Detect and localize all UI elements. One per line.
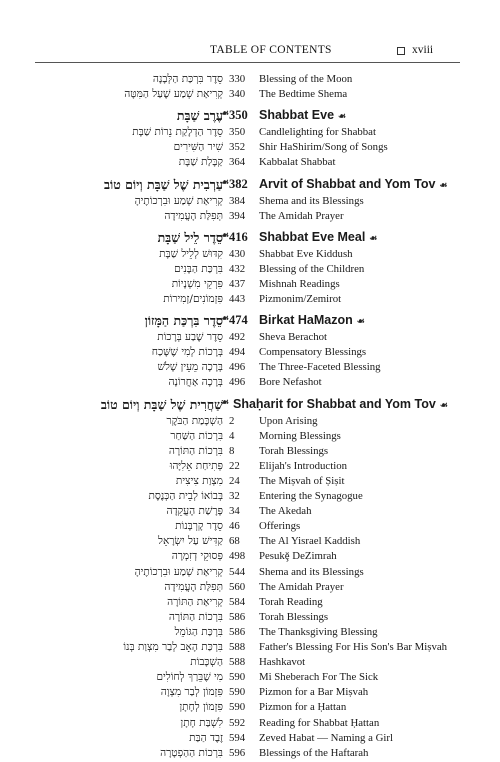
toc-entry — [0, 210, 500, 225]
page-ref: 588 — [229, 641, 246, 653]
english-title: Pizmon for a Bar Miṣvah — [259, 686, 369, 699]
toc-entry — [0, 141, 500, 156]
page-ref: 394 — [229, 209, 246, 222]
page-ref: 432 — [229, 262, 246, 275]
english-title: The Amidah Prayer — [259, 209, 344, 222]
toc-entry — [0, 747, 500, 762]
english-title: Blessings of the Haftarah — [259, 746, 369, 759]
hebrew-title: בִּרְכוֹת הַשַּׁחַר — [170, 429, 223, 442]
english-title: Candlelighting for Shabbat — [259, 126, 376, 139]
toc-entry — [0, 475, 500, 490]
page-number: xviii — [412, 44, 434, 56]
toc-entry — [0, 550, 500, 565]
page-ref: 443 — [229, 293, 246, 305]
page-ref: 586 — [229, 625, 246, 638]
hebrew-title: פִּזְמוֹן לְבַר מִצְוָה — [160, 686, 223, 699]
english-title: Sheva Berachot — [259, 331, 328, 344]
page-title: TABLE OF CONTENTS — [210, 44, 332, 56]
english-title: Blessing of the Moon — [259, 73, 353, 85]
fleuron-icon: ☙ — [338, 111, 347, 122]
page-ref: 596 — [229, 746, 246, 759]
hebrew-title: שַׁחֲרִית שֶׁל שַׁבָּת וְיוֹם טוֹב — [100, 396, 223, 412]
hebrew-title: בְּרָכָה אַחֲרוֹנָה — [168, 376, 223, 389]
page-ref: 68 — [229, 535, 240, 548]
page-ref: 496 — [229, 361, 246, 374]
english-title: The Three-Faceted Blessing — [259, 361, 381, 374]
hebrew-title: בִּרְכוֹת הַתּוֹרָה — [168, 610, 223, 623]
page-ref: 2 — [229, 414, 235, 427]
page-ref: 8 — [229, 444, 235, 457]
hebrew-title: קִדּוּשׁ לְלֵיל שַׁבָּת — [159, 247, 223, 260]
hebrew-title: קַבָּלַת שַׁבָּת — [178, 156, 223, 169]
english-title: Elijah's Introduction — [259, 459, 348, 472]
page-ref: 34 — [229, 505, 240, 518]
page-ref: 382 — [229, 176, 248, 191]
english-title: Mishnah Readings — [259, 277, 340, 290]
hebrew-title: תְּפִלַּת הָעֲמִידָה — [164, 209, 223, 222]
english-title: Shir HaShirim/Song of Songs — [259, 141, 388, 154]
hebrew-title: פִּרְקֵי מִשְׁנָיוֹת — [171, 277, 223, 290]
page-ref: 590 — [229, 701, 246, 714]
toc-entry — [0, 717, 500, 732]
toc-entry — [0, 73, 500, 88]
toc-entry — [0, 331, 500, 346]
toc-entry — [0, 611, 500, 626]
hebrew-title: פִּזְמוֹן לְחָתָן — [179, 701, 223, 714]
hebrew-title: בִּרְכוֹת הַתּוֹרָה — [168, 444, 223, 457]
toc-entry — [0, 376, 500, 391]
toc-entry — [0, 505, 500, 520]
hebrew-title: פָּרָשַׁת הָעֲקֵדָה — [166, 505, 223, 518]
page-ref: 340 — [229, 88, 246, 101]
page-ref: 474 — [229, 313, 248, 328]
hebrew-title: סֵדֶר בִּרְכַּת הַמָּזוֹן — [144, 313, 223, 329]
hebrew-title: קְרִיאַת שְׁמַע וּבִרְכוֹתֶיהָ — [134, 565, 223, 578]
english-title: Torah Blessings — [259, 610, 329, 623]
english-title: Pizmon for a Ḥattan — [259, 701, 347, 714]
english-title: Offerings — [259, 520, 301, 533]
page-ref: 330 — [229, 73, 246, 85]
page-ref: 592 — [229, 716, 246, 729]
toc-section-heading — [0, 313, 500, 331]
fleuron-icon: ☙ — [221, 108, 230, 119]
toc-entry — [0, 626, 500, 641]
english-title: Father's Blessing For His Son's Bar Miṣvah — [259, 641, 448, 653]
hebrew-title: הַשְׁכָּמַת הַבֹּקֶר — [166, 414, 223, 427]
fleuron-icon: ☙ — [356, 316, 365, 327]
hebrew-title: פִּזְמוֹנִים/זְמִירוֹת — [163, 293, 223, 305]
page-ref: 384 — [229, 194, 246, 207]
toc-entry — [0, 671, 500, 686]
toc-entry — [0, 566, 500, 581]
hebrew-title: זֶבֶד הַבַּת — [189, 731, 223, 744]
toc-entry — [0, 88, 500, 103]
toc-entry — [0, 581, 500, 596]
toc-entry — [0, 535, 500, 550]
page-ref: 498 — [229, 550, 246, 563]
toc-entry — [0, 293, 500, 308]
toc-entry — [0, 460, 500, 475]
page-ref: 594 — [229, 731, 246, 744]
hebrew-title: סֵדֶר לֵיל שַׁבָּת — [157, 229, 223, 245]
toc-entry — [0, 596, 500, 611]
toc-entry — [0, 126, 500, 141]
toc-entry — [0, 248, 500, 263]
toc-entry — [0, 430, 500, 445]
english-title: Shabbat Eve Kiddush — [259, 247, 353, 260]
fleuron-icon: ☙ — [439, 179, 448, 190]
english-title: Morning Blessings — [259, 429, 341, 442]
page-ref: 584 — [229, 595, 246, 608]
toc-entry — [0, 278, 500, 293]
toc-entry — [0, 445, 500, 460]
toc-entry — [0, 156, 500, 171]
english-title: Shabbat Eve Meal ☙ — [259, 229, 378, 244]
page-ref: 4 — [229, 429, 235, 442]
english-title: The Miṣvah of Ṣiṣit — [259, 474, 345, 487]
fleuron-icon: ☙ — [221, 229, 230, 240]
hebrew-title: פְּתִיחַת אֵלִיָּהוּ — [169, 459, 223, 472]
fleuron-icon: ☙ — [369, 232, 378, 243]
toc-entry — [0, 732, 500, 747]
page-ref: 350 — [229, 108, 248, 123]
hebrew-title: בְּבוֹאוֹ לְבֵית הַכְּנֶסֶת — [148, 490, 223, 502]
toc-entry — [0, 656, 500, 671]
page-ref: 492 — [229, 331, 246, 344]
toc-section-heading — [0, 230, 500, 248]
hebrew-title: תְּפִלַּת הָעֲמִידָה — [164, 580, 223, 593]
page-ref: 544 — [229, 565, 246, 578]
english-title: Reading for Shabbat Ḥattan — [259, 716, 380, 729]
english-title: Torah Reading — [259, 595, 323, 608]
toc-section-heading — [0, 397, 500, 415]
page-ref: 22 — [229, 459, 240, 472]
hebrew-title: סֵדֶר הַדְלָקַת נֵרוֹת שַׁבָּת — [132, 126, 223, 139]
english-title: Blessing of the Children — [259, 262, 365, 275]
hebrew-title: קְרִיאַת שְׁמַע שֶׁעַל הַמִּטָּה — [124, 88, 223, 101]
hebrew-title: מִצְוַת צִיצִית — [175, 474, 223, 487]
hebrew-title: עֶרֶב שַׁבָּת — [176, 108, 223, 124]
toc-entry — [0, 701, 500, 716]
english-title: Shema and its Blessings — [259, 194, 364, 207]
english-title: Pesukḝ DeZimrah — [259, 550, 337, 563]
hebrew-title: מִי שֶׁבֵּרַךְ לְחוֹלִים — [156, 671, 223, 684]
fleuron-icon: ☙ — [221, 396, 230, 407]
hebrew-title: בִּרְכַּת הָאָב לְבַר מִצְוַת בְּנוֹ — [123, 641, 223, 653]
page-ref: 364 — [229, 156, 246, 169]
toc-entry — [0, 361, 500, 376]
hebrew-title: קְרִיאַת שְׁמַע וּבִרְכוֹתֶיהָ — [134, 194, 223, 207]
toc-entry — [0, 641, 500, 656]
english-title: Upon Arising — [259, 414, 318, 427]
english-title: Compensatory Blessings — [259, 346, 367, 359]
toc-section-heading — [0, 177, 500, 195]
toc-entry — [0, 195, 500, 210]
hebrew-title: פְּסוּקֵי דְזִמְרָה — [171, 550, 223, 563]
fleuron-icon: ☙ — [439, 399, 448, 410]
english-title: Birkat HaMazon ☙ — [259, 313, 365, 328]
english-title: The Bedtime Shema — [259, 88, 348, 101]
page-ref: 416 — [229, 229, 248, 244]
page-ref: 24 — [229, 474, 240, 487]
toc-entry — [0, 490, 500, 505]
hebrew-title: סֵדֶר שֶׁבַע בְּרָכוֹת — [157, 331, 223, 344]
page-ref: 437 — [229, 277, 246, 290]
page-ref: 46 — [229, 520, 240, 533]
english-title: The Thanksgiving Blessing — [259, 625, 378, 638]
english-title: Entering the Synagogue — [259, 490, 363, 502]
english-title: Shema and its Blessings — [259, 565, 364, 578]
hebrew-title: לִשְׁבַּת חָתָן — [180, 716, 223, 729]
english-title: Pizmonim/Zemirot — [259, 293, 342, 305]
page-ref: 590 — [229, 671, 246, 684]
page-ref: 560 — [229, 580, 246, 593]
page-ref: 32 — [229, 490, 240, 502]
page-ref: 352 — [229, 141, 246, 154]
hebrew-title: בִּרְכַּת הַבָּנִים — [174, 262, 223, 275]
toc-entry — [0, 263, 500, 278]
page-ref: 590 — [229, 686, 246, 699]
fleuron-icon: ☙ — [221, 313, 230, 324]
toc-section-heading — [0, 108, 500, 126]
english-title: Hashkavot — [259, 656, 306, 669]
english-title: Zeved Habat — Naming a Girl — [259, 731, 394, 744]
page-ref: 430 — [229, 247, 246, 260]
english-title: Shabbat Eve ☙ — [259, 108, 347, 123]
english-title: Mi Sheberach For The Sick — [259, 671, 379, 684]
fleuron-icon: ☙ — [221, 176, 230, 187]
hebrew-title: בִּרְכוֹת הַהַפְטָרָה — [160, 746, 223, 759]
page-ref: 586 — [229, 610, 246, 623]
toc-entry — [0, 346, 500, 361]
english-title: Shaḥarit for Shabbat and Yom Tov ☙ — [233, 396, 448, 411]
toc-entry — [0, 520, 500, 535]
page-ref: 350 — [229, 126, 246, 139]
hebrew-title: קַדִּישׁ עַל יִשְׂרָאֵל — [158, 535, 223, 548]
page-ref: 494 — [229, 346, 246, 359]
english-title: The Amidah Prayer — [259, 580, 344, 593]
hebrew-title: בְּרָכוֹת לְמִי שֶׁשָּׁכַח — [151, 346, 223, 359]
english-title: Kabbalat Shabbat — [259, 156, 336, 169]
english-title: The Akedah — [259, 505, 312, 518]
hebrew-title: הַשְׁכָּבוֹת — [190, 656, 223, 669]
hebrew-title: קְרִיאַת הַתּוֹרָה — [167, 595, 223, 608]
toc-entry — [0, 415, 500, 430]
hebrew-title: עַרְבִית שֶׁל שַׁבָּת וְיוֹם טוֹב — [104, 176, 223, 192]
hebrew-title: שִׁיר הַשִּׁירִים — [173, 141, 223, 154]
hebrew-title: סֵדֶר קָרְבָּנוֹת — [175, 520, 223, 533]
hebrew-title: סֵדֶר בִּרְכַּת הַלְּבָנָה — [152, 73, 223, 85]
hebrew-title: בִּרְכַּת הַגּוֹמֵל — [174, 625, 223, 638]
hebrew-title: בְּרָכָה מֵעֵין שָׁלֹשׁ — [157, 361, 223, 374]
page-ref: 588 — [229, 656, 246, 669]
english-title: Arvit of Shabbat and Yom Tov ☙ — [259, 176, 448, 191]
page-ref: 496 — [229, 376, 246, 389]
english-title: The Al Yisrael Kaddish — [259, 535, 361, 548]
toc-entry — [0, 686, 500, 701]
english-title: Torah Blessings — [259, 444, 329, 457]
english-title: Bore Nefashot — [259, 376, 322, 389]
